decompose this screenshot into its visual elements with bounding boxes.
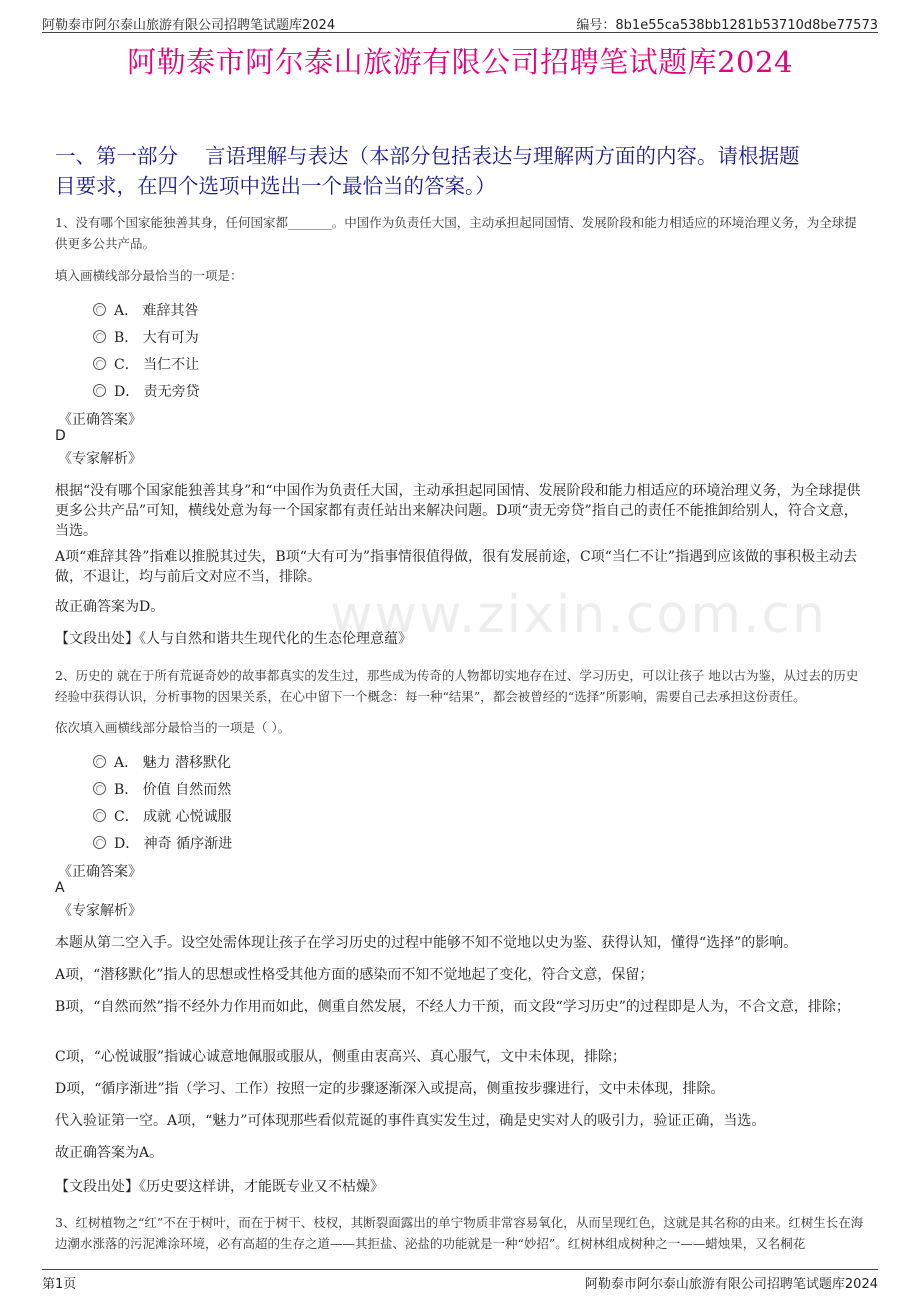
section-heading	[55, 141, 870, 201]
question-2-analysis-p7: 故正确答案为A。	[55, 1145, 164, 1161]
radio-icon[interactable]	[93, 836, 106, 849]
question-2-prompt: 依次填入画横线部分最恰当的一项是（ ）。	[55, 720, 291, 735]
radio-icon[interactable]	[93, 809, 106, 822]
question-2-analysis-label: 《专家解析》	[58, 903, 142, 919]
question-2-option-d[interactable]: D． 神奇 循序渐进	[93, 833, 232, 853]
page-footer	[42, 1269, 878, 1290]
question-1-option-a[interactable]: A． 难辞其咎	[93, 300, 199, 320]
radio-icon[interactable]	[93, 782, 106, 795]
question-2-text: 2、历史的 就在于所有荒诞奇妙的故事都真实的发生过，那些成为传奇的人物都切实地存在过、学习历史，可以让孩子 地以古为鉴，从过去的历史经验中获得认识，分析事物的因果关系，在心中留下一个概念：每一种“结果”，都会被曾经的“选择”所影响，需要自己去承担这份责任。	[55, 668, 859, 704]
question-2-answer-label: 《正确答案》	[58, 864, 142, 880]
question-2-source: 【文段出处】《历史要这样讲，才能既专业又不枯燥》	[55, 1179, 384, 1195]
question-1-answer-label: 《正确答案》	[58, 412, 142, 428]
page-number: 第1页	[42, 1277, 77, 1292]
question-1-prompt: 填入画横线部分最恰当的一项是：	[55, 268, 243, 283]
watermark: www.zixin.com.cn	[330, 585, 827, 645]
section-heading-line2: 目要求，在四个选项中选出一个最恰当的答案。）	[55, 174, 496, 198]
radio-icon[interactable]	[93, 357, 106, 370]
question-2-option-c[interactable]: C． 成就 心悦诚服	[93, 806, 232, 826]
document-title: 阿勒泰市阿尔泰山旅游有限公司招聘笔试题库2024	[127, 45, 793, 79]
question-2-analysis-p6: 代入验证第一空。A项，“魅力”可体现那些看似荒诞的事件真实发生过，确是史实对人的吸引力，验证正确，当选。	[55, 1113, 766, 1129]
question-2-option-a[interactable]: A． 魅力 潜移默化	[93, 752, 231, 772]
radio-icon[interactable]	[93, 303, 106, 316]
radio-icon[interactable]	[93, 330, 106, 343]
question-2-option-b[interactable]: B． 价值 自然而然	[93, 779, 231, 799]
page-header	[42, 12, 878, 33]
header-doc-id: 编号：8b1e55ca538bb1281b53710d8be77573	[576, 18, 878, 33]
question-1-analysis-label: 《专家解析》	[58, 451, 142, 467]
footer-title: 阿勒泰市阿尔泰山旅游有限公司招聘笔试题库2024	[584, 1277, 878, 1292]
question-1-option-d[interactable]: D． 责无旁贷	[93, 381, 200, 401]
question-1-answer: D	[55, 428, 66, 444]
question-2-analysis-p1: 本题从第二空入手。设空处需体现让孩子在学习历史的过程中能够不知不觉地以史为鉴、获得认知，懂得“选择”的影响。	[55, 935, 798, 951]
question-1-text: 1、没有哪个国家能独善其身，任何国家都_______。中国作为负责任大国，主动承担起同国情、发展阶段和能力相适应的环境治理义务，为全球提供更多公共产品。	[55, 215, 857, 251]
radio-icon[interactable]	[93, 384, 106, 397]
question-2-analysis-p3: B项，“自然而然”指不经外力作用而如此，侧重自然发展，不经人力干预，而文段“学习历史”的过程即是人为，不合文意，排除；	[55, 999, 850, 1015]
question-1-analysis-p1: 根据“没有哪个国家能独善其身”和“中国作为负责任大国，主动承担起同国情、发展阶段和能力相适应的环境治理义务，为全球提供更多公共产品”可知，横线处意为每一个国家都有责任站出来解决问题。D项“责无旁贷”指自己的责任不能推卸给别人，符合文意，当选。	[55, 483, 861, 539]
question-1-analysis-p3: 故正确答案为D。	[55, 599, 165, 615]
question-2-analysis-p4: C项，“心悦诚服”指诚心诚意地佩服或服从，侧重由衷高兴、真心服气，文中未体现，排除；	[55, 1049, 627, 1065]
question-2-analysis-p2: A项，“潜移默化”指人的思想或性格受其他方面的感染而不知不觉地起了变化，符合文意，保留；	[55, 967, 654, 983]
question-1-analysis-p2: A项“难辞其咎”指难以推脱其过失，B项“大有可为”指事情很值得做，很有发展前途，C项“当仁不让”指遇到应该做的事积极主动去做，不退让，均与前后文对应不当，排除。	[55, 549, 858, 585]
question-3-text: 3、红树植物之“红”不在于树叶，而在于树干、枝杈，其断裂面露出的单宁物质非常容易氧化，从而呈现红色，这就是其名称的由来。红树生长在海边潮水涨落的污泥滩涂环境，必有高超的生存之道——其拒盐、泌盐的功能就是一种“妙招”。红树林组成树种之一——蜡烛果，又名桐花	[55, 1215, 864, 1251]
question-1-source: 【文段出处】《人与自然和谐共生现代化的生态伦理意蕴》	[55, 631, 412, 647]
question-2-answer: A	[55, 880, 65, 896]
question-1-option-b[interactable]: B． 大有可为	[93, 327, 199, 347]
question-1-option-c[interactable]: C． 当仁不让	[93, 354, 199, 374]
radio-icon[interactable]	[93, 755, 106, 768]
header-title: 阿勒泰市阿尔泰山旅游有限公司招聘笔试题库2024	[42, 18, 336, 33]
question-2-analysis-p5: D项，“循序渐进”指（学习、工作）按照一定的步骤逐渐深入或提高，侧重按步骤进行，文中未体现，排除。	[55, 1081, 725, 1097]
section-heading-line1: 一、第一部分 言语理解与表达（本部分包括表达与理解两方面的内容。请根据题	[55, 144, 800, 168]
